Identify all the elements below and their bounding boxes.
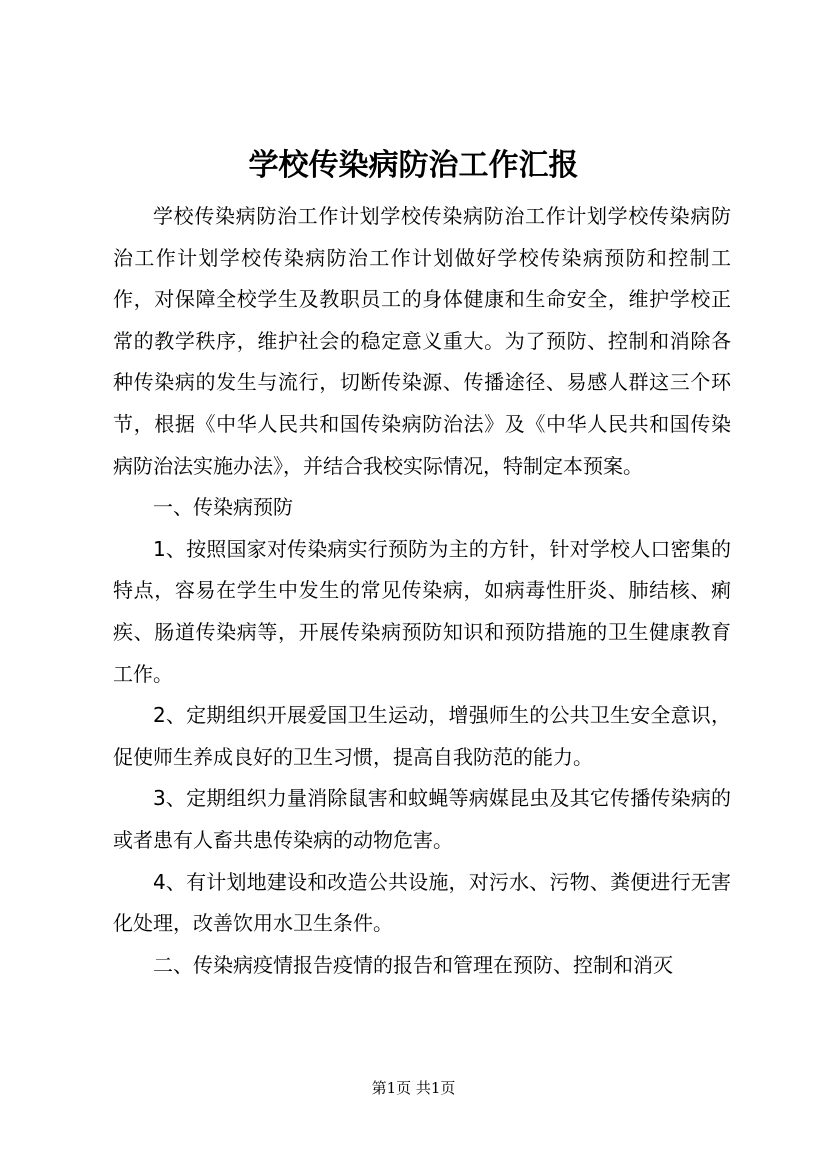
document-title: 学校传染病防治工作汇报 [248, 148, 579, 183]
paragraph-item-1: 1、按照国家对传染病实行预防为主的方针，针对学校人口密集的特点，容易在学生中发生的常见传染病，如病毒性肝炎、肺结核、痢疾、肠道传染病等，开展传染病预防知识和预防措施的卫生健康教育工作。 [113, 536, 731, 686]
document-body [113, 196, 731, 986]
section-heading-reporting: 二、传染病疫情报告疫情的报告和管理在预防、控制和消灭 [153, 952, 673, 977]
paragraph-item-2: 2、定期组织开展爱国卫生运动，增强师生的公共卫生安全意识，促使师生养成良好的卫生习惯，提高自我防范的能力。 [113, 703, 731, 769]
paragraph-item-4: 4、有计划地建设和改造公共设施，对污水、污物、粪便进行无害化处理，改善饮用水卫生条件。 [113, 869, 731, 936]
section-heading-prevention: 一、传染病预防 [153, 495, 293, 520]
paragraph-intro: 学校传染病防治工作计划学校传染病防治工作计划学校传染病防治工作计划学校传染病防治工作计划做好学校传染病预防和控制工作，对保障全校学生及教职员工的身体健康和生命安全，维护学校正常的教学秩序，维护社会的稳定意义重大。为了预防、控制和消除各种传染病的发生与流行，切断传染源、传播途径、易感人群这三个环节，根据《中华人民共和国传染病防治法》及《中华人民共和国传染病防治法实施办法》，并结合我校实际情况，特制定本预案。 [113, 204, 731, 478]
page-footer: 第1页 共1页 [371, 1079, 456, 1097]
paragraph-item-3: 3、定期组织力量消除鼠害和蚊蝇等病媒昆虫及其它传播传染病的或者患有人畜共患传染病的动物危害。 [113, 786, 731, 852]
